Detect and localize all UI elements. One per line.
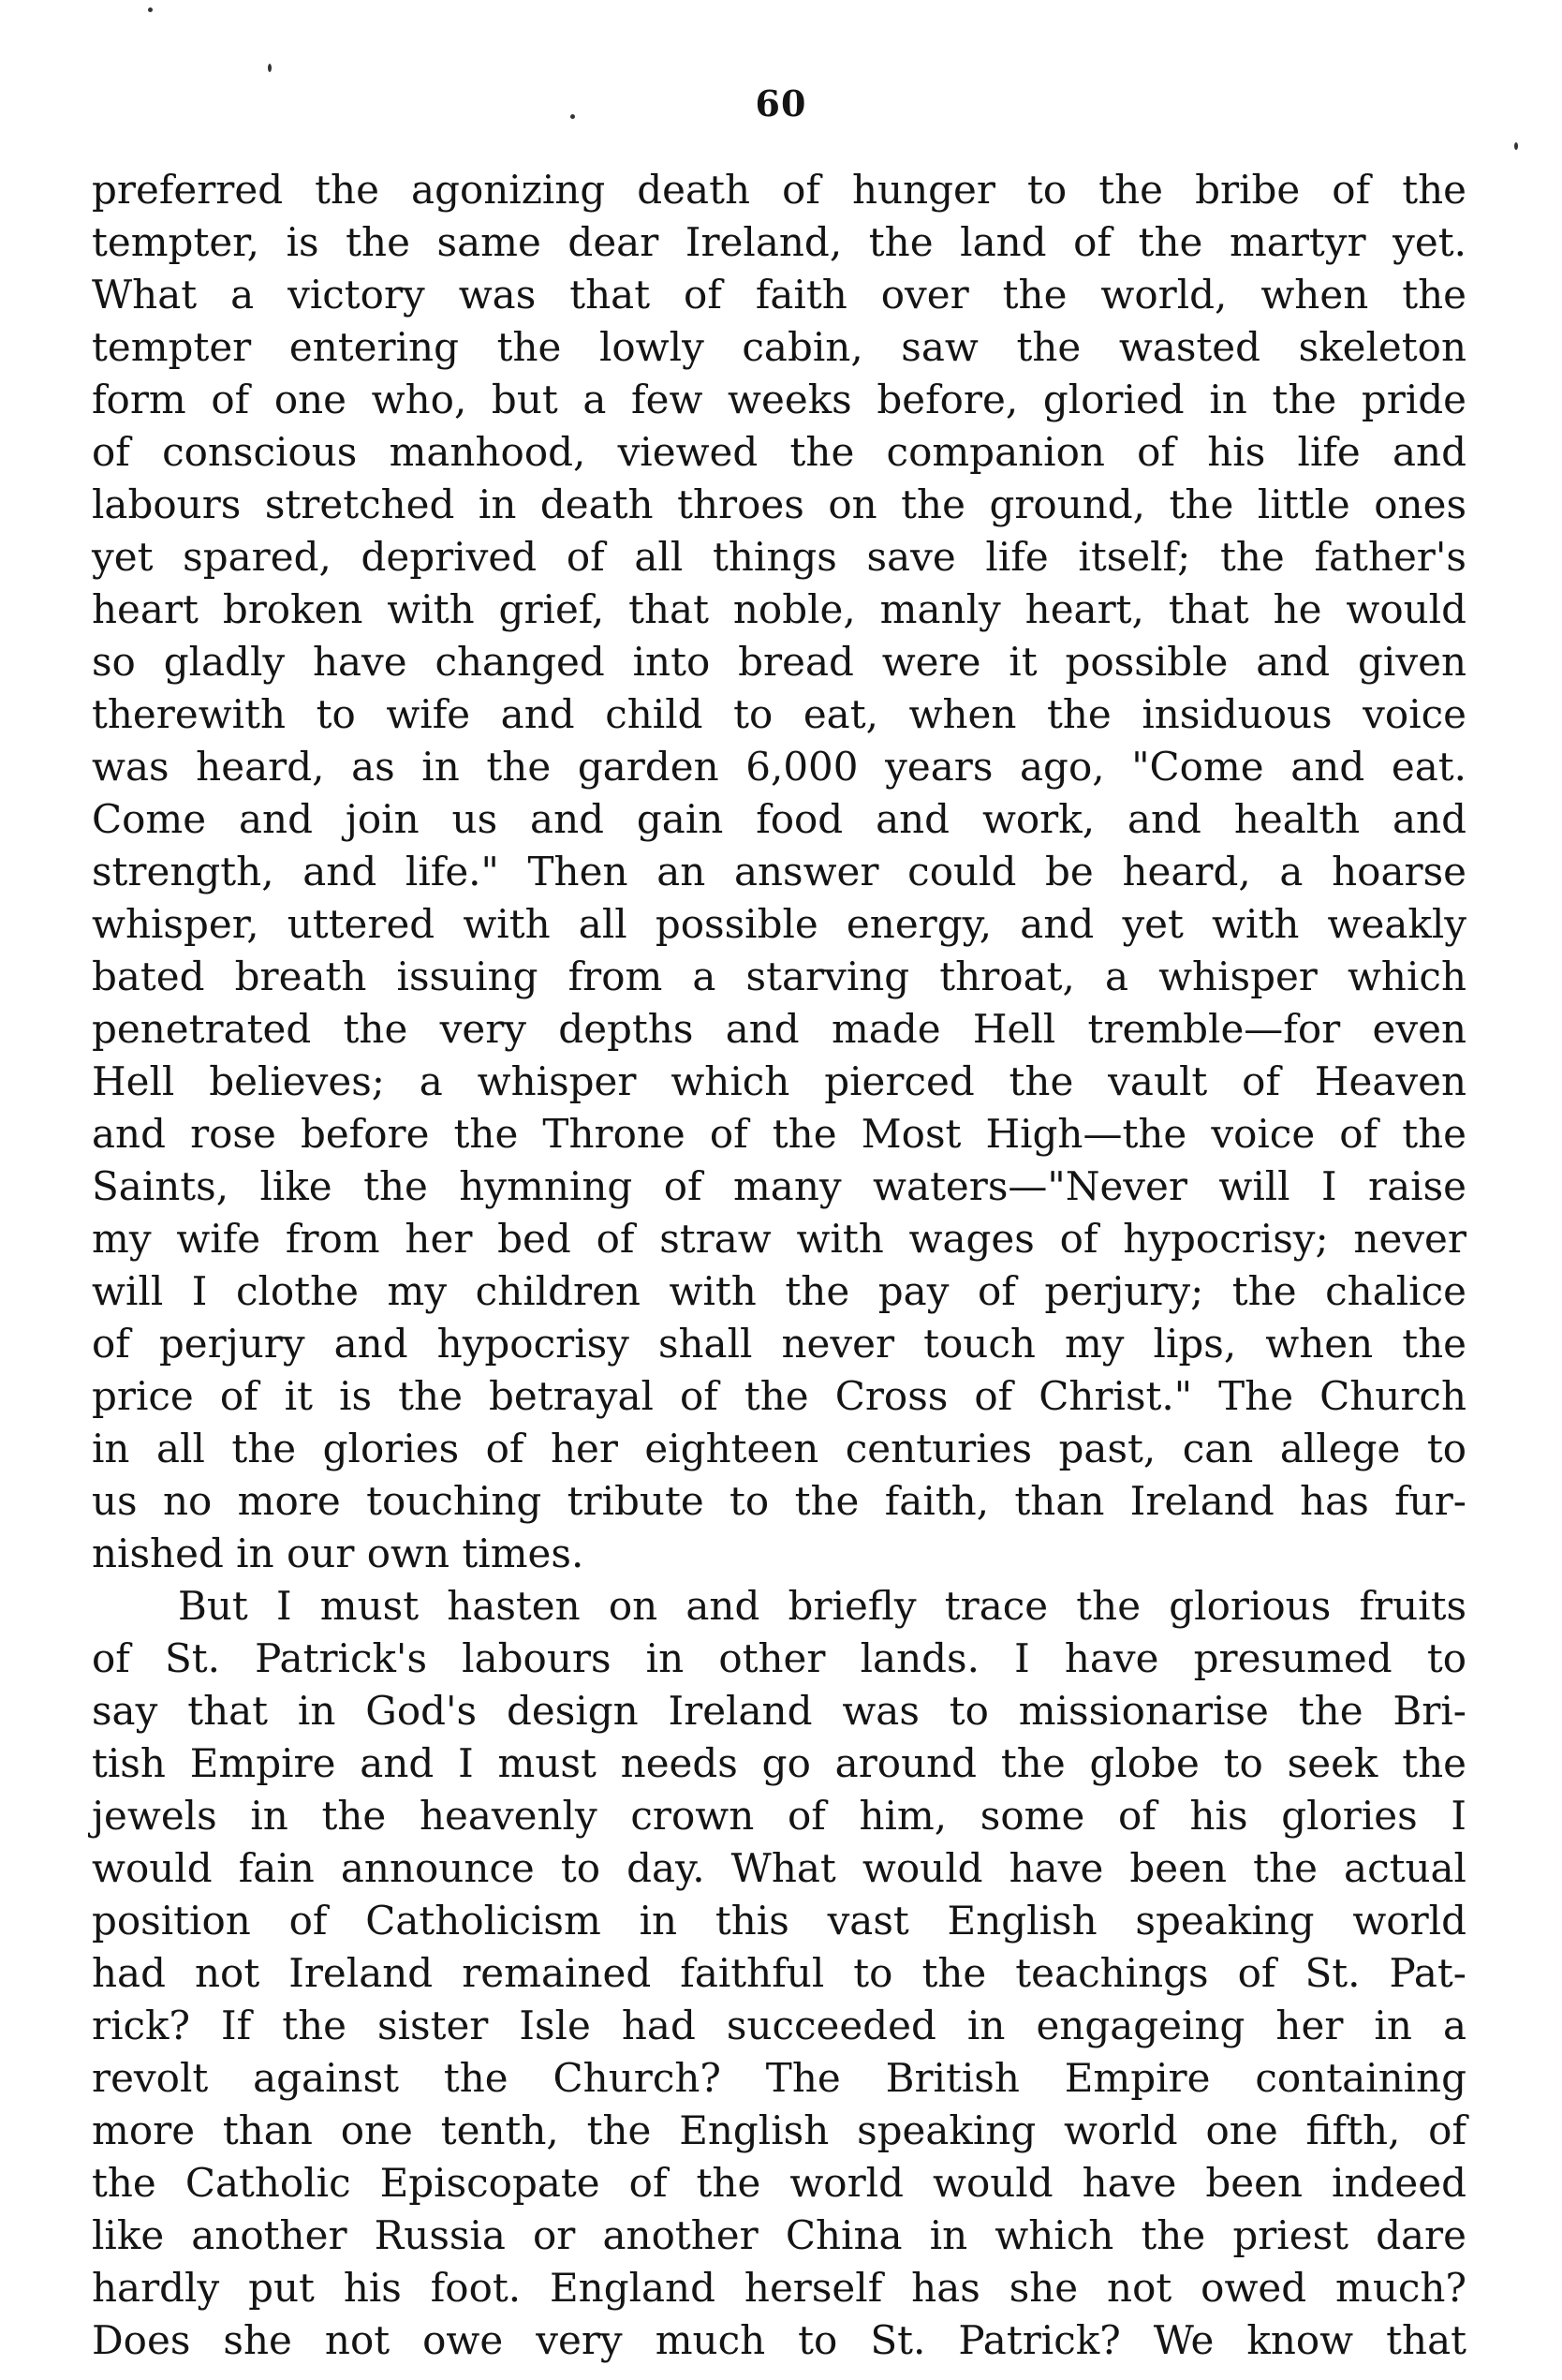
text-line: more than one tenth, the English speaking world one fifth, of	[92, 2107, 1466, 2153]
text-line: hardly put his foot. England herself has she not owed much?	[92, 2265, 1466, 2311]
text-line: penetrated the very depths and made Hell tremble—for even	[92, 1006, 1466, 1052]
text-line: But I must hasten on and briefly trace the glorious fruits	[178, 1583, 1466, 1629]
body-text	[92, 164, 1466, 2367]
scan-speck	[1514, 142, 1518, 150]
text-line: was heard, as in the garden 6,000 years ago, "Come and eat.	[92, 744, 1466, 790]
text-line: my wife from her bed of straw with wages of hypocrisy; never	[92, 1216, 1466, 1262]
text-line: in all the glories of her eighteen centuries past, can allege to	[92, 1426, 1466, 1471]
text-line: would fain announce to day. What would have been the actual	[92, 1845, 1466, 1891]
text-line: Come and join us and gain food and work, and health and	[92, 796, 1466, 842]
scan-speck	[148, 7, 153, 12]
text-line: us no more touching tribute to the faith, than Ireland has fur-	[92, 1478, 1466, 1524]
text-line: labours stretched in death throes on the ground, the little ones	[92, 481, 1466, 527]
text-line: revolt against the Church? The British Empire containing	[92, 2055, 1466, 2101]
text-line: therewith to wife and child to eat, when the insiduous voice	[92, 691, 1466, 737]
text-line: of St. Patrick's labours in other lands. I have presumed to	[92, 1635, 1466, 1681]
text-line: What a victory was that of faith over the world, when the	[92, 272, 1466, 318]
text-line: the Catholic Episcopate of the world would have been indeed	[92, 2160, 1466, 2206]
text-line: whisper, uttered with all possible energy, and yet with weakly	[92, 901, 1466, 947]
text-line: of perjury and hypocrisy shall never touch my lips, when the	[92, 1321, 1466, 1367]
text-line: heart broken with grief, that noble, manly heart, that he would	[92, 586, 1466, 632]
text-line: jewels in the heavenly crown of him, some of his glories I	[92, 1793, 1466, 1839]
text-line: say that in God's design Ireland was to missionarise the Bri-	[92, 1688, 1466, 1734]
text-line: Saints, like the hymning of many waters—"Never will I raise	[92, 1163, 1466, 1209]
text-line: rick? If the sister Isle had succeeded in engageing her in a	[92, 2003, 1466, 2048]
text-line: like another Russia or another China in which the priest dare	[92, 2212, 1466, 2258]
text-line: of conscious manhood, viewed the companion of his life and	[92, 429, 1466, 475]
text-line: bated breath issuing from a starving throat, a whisper which	[92, 953, 1466, 999]
text-line: tempter entering the lowly cabin, saw the wasted skeleton	[92, 324, 1466, 370]
text-line: position of Catholicism in this vast English speaking world	[92, 1898, 1466, 1944]
text-line: will I clothe my children with the pay of perjury; the chalice	[92, 1268, 1466, 1314]
scan-speck	[268, 64, 272, 72]
text-line: tish Empire and I must needs go around the globe to seek the	[92, 1740, 1466, 1786]
text-line: price of it is the betrayal of the Cross of Christ." The Church	[92, 1373, 1466, 1419]
text-line: form of one who, but a few weeks before, gloried in the pride	[92, 377, 1466, 422]
page-number: 60	[755, 82, 807, 125]
text-line: preferred the agonizing death of hunger to the bribe of the	[92, 167, 1466, 213]
text-line: so gladly have changed into bread were it possible and given	[92, 639, 1466, 685]
text-line: Hell believes; a whisper which pierced the vault of Heaven	[92, 1058, 1466, 1104]
text-line: tempter, is the same dear Ireland, the land of the martyr yet.	[92, 219, 1466, 265]
text-line: strength, and life." Then an answer could be heard, a hoarse	[92, 849, 1466, 894]
text-line: Does she not owe very much to St. Patrick? We know that	[92, 2317, 1466, 2363]
text-line: nished in our own times.	[92, 1530, 584, 1576]
text-line: had not Ireland remained faithful to the teachings of St. Pat-	[92, 1950, 1466, 1996]
text-line: yet spared, deprived of all things save life itself; the father's	[92, 534, 1466, 580]
text-line: and rose before the Throne of the Most High—the voice of the	[92, 1111, 1466, 1157]
